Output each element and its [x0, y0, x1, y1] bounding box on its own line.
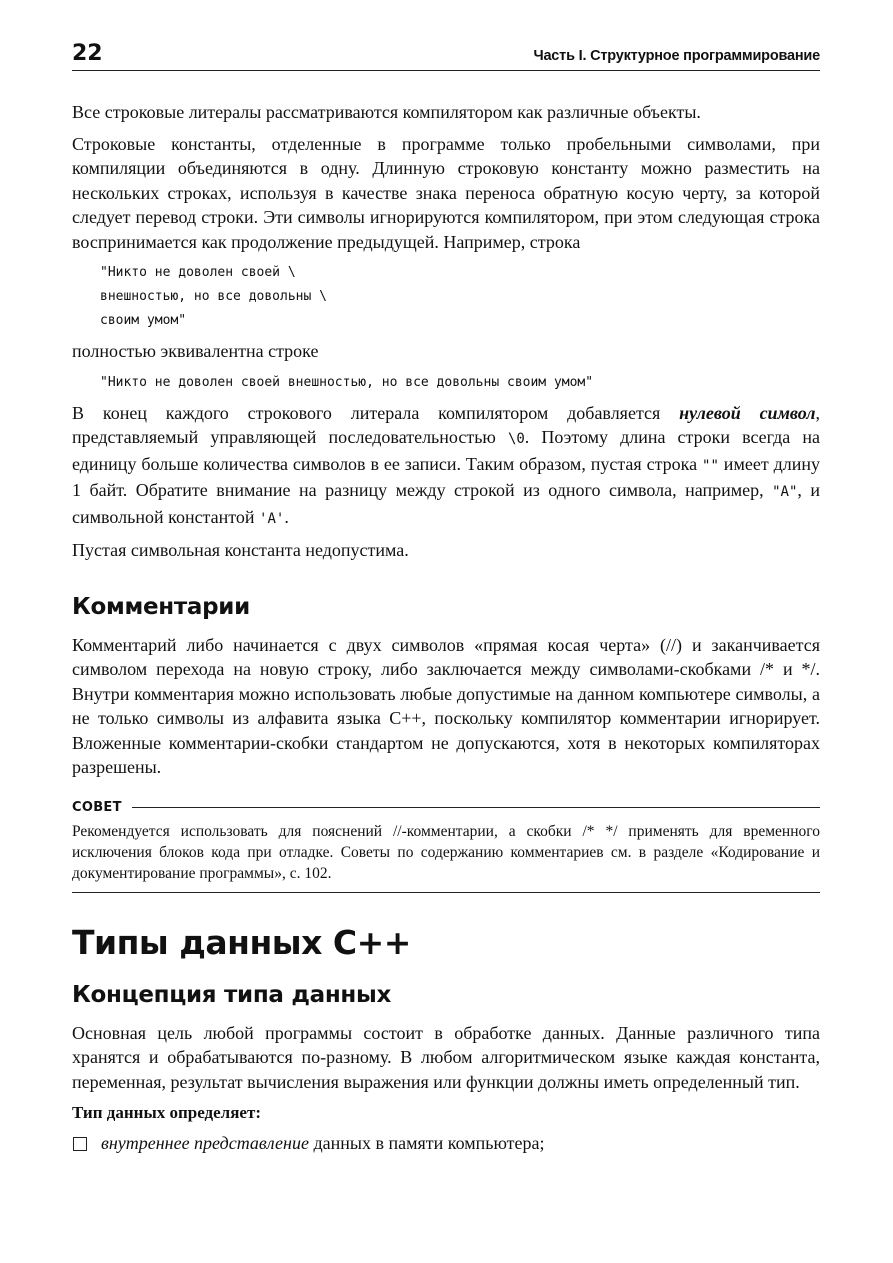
list-item-rest: данных в памяти компьютера; [308, 1133, 545, 1153]
chapter-heading: Типы данных С++ [72, 922, 411, 962]
term-null-char: нулевой символ [679, 402, 816, 423]
list-item-term: внутреннее представление [101, 1133, 309, 1153]
list-lead: Тип данных определяет: [72, 1103, 261, 1122]
text-run: , представляемый управляющей последовательностью [72, 402, 820, 447]
code-sample: "Никто не доволен своей \ внешностью, но все довольны \ своим умом" [100, 265, 327, 328]
tip-box [72, 800, 820, 893]
running-head: Часть I. Структурное программирование [533, 48, 820, 64]
code-inline: \0 [507, 431, 525, 447]
section-heading: Концепция типа данных [72, 981, 392, 1008]
code-inline: 'A' [259, 510, 285, 527]
text-run: . Поэтому длина строки всегда на единицу больше количества символов в ее записи. Таким образом, пустая строка [72, 427, 820, 474]
text-run: , и символьной константой [72, 480, 821, 527]
text-run: В конец каждого строкового литерала компилятором добавляется [72, 402, 680, 423]
list-item [72, 1131, 820, 1155]
checkbox-bullet-icon [73, 1137, 87, 1151]
paragraph: Строковые константы, отделенные в программе только пробельными символами, при компиляции объединяются в одну. Длинную строковую константу можно разместить на нескольких строках, используя в качестве знака переноса обратную косую черту, за которой следует перевод строки. Эти символы игнорируются компилятором, при этом следующая строка воспринимается как продолжение предыдущей. Например, строка [72, 133, 820, 252]
section-heading: Комментарии [72, 593, 250, 620]
tip-text: Рекомендуется использовать для пояснений //-комментарии, а скобки /* */ применять для временного исключения блоков кода при отладке. Советы по содержанию комментариев см. в разделе «Кодирование и документирование программы», с. 102. [72, 822, 820, 882]
code-inline: "A" [772, 484, 798, 500]
tip-header [72, 800, 820, 815]
text-run: имеет длину 1 байт. Обратите внимание на разницу между строкой из одного символа, например, [72, 453, 820, 500]
page-header [72, 42, 820, 71]
tip-title: СОВЕТ [72, 799, 122, 815]
paragraph: полностью эквивалентна строке [72, 341, 319, 361]
paragraph: Все строковые литералы рассматриваются компилятором как различные объекты. [72, 102, 701, 122]
paragraph: Комментарий либо начинается с двух символов «прямая косая черта» (//) и заканчивается символом перехода на новую строку, либо заключается между символами-скобками /* и */. Внутри комментария можно использовать любые допустимые на данном компьютере символы, а не только символы из алфавита языка С++, поскольку компилятор комментарии игнорирует. Вложенные комментарии-скобки стандартом не допускаются, хотя в некоторых компиляторах разрешены. [72, 634, 820, 777]
paragraph: Основная цель любой программы состоит в обработке данных. Данные различного типа хранятся и обрабатываются по-разному. В любом алгоритмическом языке каждая константа, переменная, результат вычисления выражения или функции должны иметь определенный тип. [72, 1022, 820, 1092]
code-sample: "Никто не доволен своей внешностью, но все довольны своим умом" [100, 374, 594, 390]
paragraph: Пустая символьная константа недопустима. [72, 540, 409, 560]
page-number: 22 [72, 41, 103, 66]
text-run: . [284, 506, 289, 527]
list-item-text [101, 1131, 545, 1155]
code-inline: "" [702, 457, 719, 474]
tip-rule [132, 807, 820, 808]
paragraph [72, 401, 820, 532]
page-body [72, 100, 820, 1155]
